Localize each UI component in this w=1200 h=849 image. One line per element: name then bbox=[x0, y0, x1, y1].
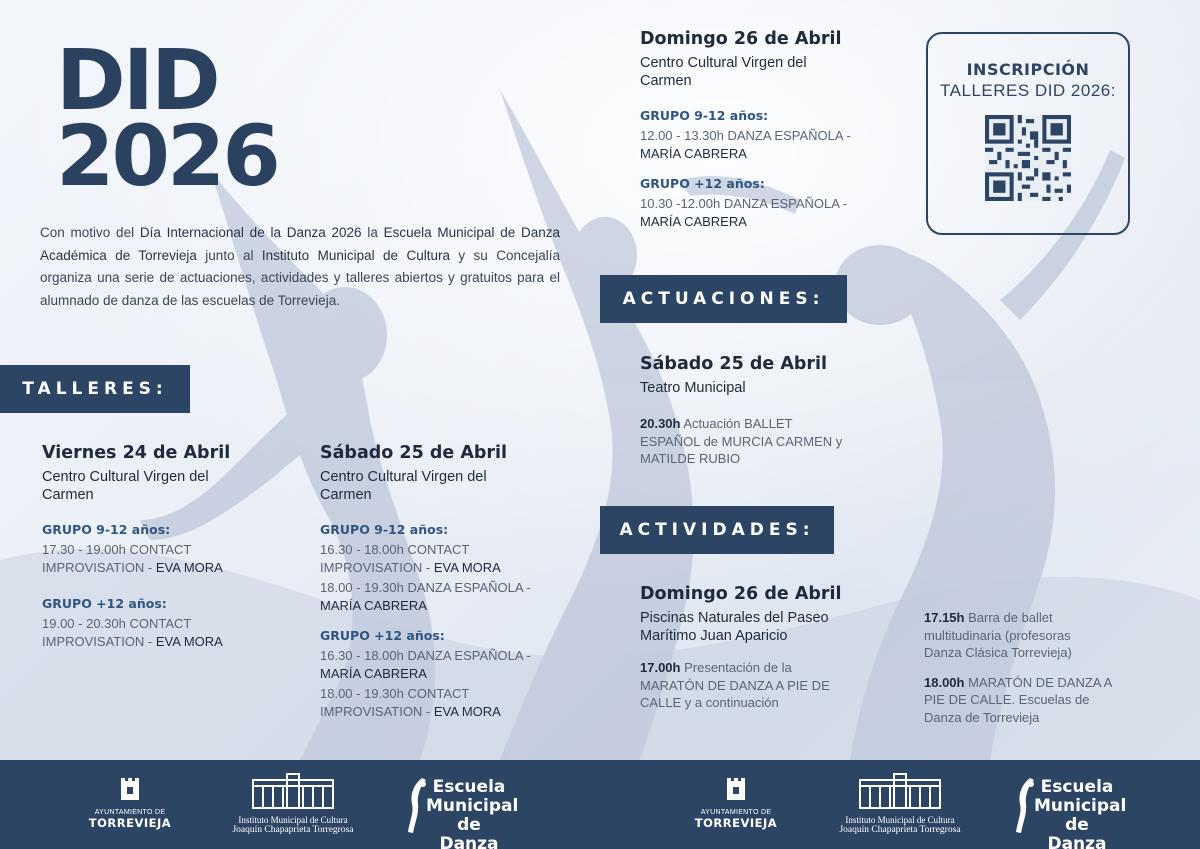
venue-line: Carmen bbox=[42, 487, 94, 503]
day-heading: Domingo 26 de Abril bbox=[640, 584, 842, 604]
event-line: MARATÓN DE DANZA A PIE DE bbox=[640, 677, 830, 693]
event-line: MARATÓN DE DANZA A bbox=[964, 674, 1113, 690]
ayuntamiento-label: AYUNTAMIENTO DE bbox=[94, 809, 166, 816]
instituto-line-1: Instituto Municipal de Cultura bbox=[845, 815, 955, 825]
group-label: GRUPO +12 años: bbox=[320, 628, 445, 643]
venue-line: Piscinas Naturales del Paseo bbox=[640, 610, 829, 626]
instituto-line-2: Joaquín Chapaprieta Torregrosa bbox=[232, 825, 354, 835]
escuela-logo-text bbox=[426, 777, 519, 849]
session-line: 12.00 - 13.30h DANZA ESPAÑOLA - bbox=[640, 128, 851, 143]
qr-code-icon[interactable] bbox=[985, 115, 1071, 201]
day-heading: Sábado 25 de Abril bbox=[640, 354, 828, 374]
event-line: Danza Clásica Torrevieja) bbox=[924, 645, 1072, 660]
title-line-1: DID bbox=[56, 31, 218, 129]
event-line: Actuación BALLET bbox=[680, 416, 793, 431]
session-line: IMPROVISATION - bbox=[320, 559, 434, 575]
building-icon bbox=[858, 772, 942, 810]
ayuntamiento-label: AYUNTAMIENTO DE bbox=[700, 809, 772, 816]
venue bbox=[640, 54, 900, 90]
event-line: Barra de ballet bbox=[964, 610, 1053, 625]
torrevieja-label: TORREVIEJA bbox=[88, 816, 172, 830]
session-line: 17.30 - 19.00h CONTACT bbox=[42, 542, 192, 557]
inscripcion-box bbox=[926, 32, 1130, 235]
instructor: MARÍA CABRERA bbox=[320, 665, 427, 681]
escuela-line: Escuela bbox=[1040, 777, 1114, 797]
event-item bbox=[640, 415, 880, 468]
instructor: EVA MORA bbox=[155, 633, 223, 649]
inscripcion-subtitle: TALLERES DID 2026: bbox=[940, 81, 1116, 100]
actuaciones-heading: ACTUACIONES: bbox=[600, 275, 847, 323]
event-item bbox=[924, 609, 1134, 662]
instructor: MARÍA CABRERA bbox=[640, 145, 747, 161]
venue-line: Carmen bbox=[640, 73, 692, 89]
title-line-2: 2026 bbox=[56, 107, 278, 205]
instructor: MARÍA CABRERA bbox=[320, 597, 427, 613]
building-icon bbox=[251, 772, 335, 810]
event-item bbox=[924, 674, 1134, 727]
venue-line: Carmen bbox=[320, 487, 372, 503]
talleres-heading: TALLERES: bbox=[0, 365, 190, 413]
intro-highlight: Instituto Municipal de Cultura bbox=[261, 247, 450, 263]
group-label: GRUPO 9-12 años: bbox=[640, 108, 769, 123]
ayuntamiento-logo bbox=[686, 774, 786, 830]
escuela-line: de Danza bbox=[439, 815, 499, 849]
session-line: IMPROVISATION - bbox=[42, 559, 156, 575]
escuela-line: Municipal bbox=[426, 796, 519, 816]
inscripcion-title: INSCRIPCIÓN bbox=[966, 60, 1090, 79]
event-line: multitudinaria (profesoras bbox=[924, 627, 1071, 643]
group-label: GRUPO 9-12 años: bbox=[320, 522, 449, 537]
instituto-line-1: Instituto Municipal de Cultura bbox=[238, 815, 348, 825]
session-line: 16.30 - 18.00h DANZA ESPAÑOLA - bbox=[320, 648, 531, 663]
session-line: 19.00 - 20.30h CONTACT bbox=[42, 616, 192, 631]
event-line: Presentación de la bbox=[680, 660, 792, 675]
actividad-domingo bbox=[640, 584, 880, 712]
intro-paragraph bbox=[40, 222, 560, 312]
group-label: GRUPO +12 años: bbox=[640, 176, 765, 191]
ayuntamiento-logo bbox=[80, 774, 180, 830]
tower-icon bbox=[115, 774, 145, 804]
escuela-line: Escuela bbox=[432, 777, 506, 797]
intro-highlight: Escuela Municipal de Danza Académica de Torrevieja bbox=[40, 225, 560, 263]
actividades-heading: ACTIVIDADES: bbox=[600, 506, 834, 554]
venue bbox=[320, 468, 580, 504]
session-line: 10.30 -12.00h DANZA ESPAÑOLA - bbox=[640, 196, 848, 211]
event-line: Danza de Torrevieja bbox=[924, 709, 1040, 725]
venue bbox=[640, 609, 880, 645]
tower-icon bbox=[721, 774, 751, 804]
event-line: MATILDE RUBIO bbox=[640, 451, 741, 466]
session-item bbox=[42, 615, 292, 650]
instructor: EVA MORA bbox=[433, 703, 501, 719]
day-heading: Sábado 25 de Abril bbox=[320, 443, 508, 463]
session-line: IMPROVISATION - bbox=[42, 633, 156, 649]
instructor: EVA MORA bbox=[155, 559, 223, 575]
day-heading: Domingo 26 de Abril bbox=[640, 29, 842, 49]
session-item bbox=[42, 541, 292, 576]
venue-line: Centro Cultural Virgen del bbox=[320, 469, 487, 485]
escuela-line: de Danza bbox=[1047, 815, 1107, 849]
session-item bbox=[320, 647, 580, 682]
session-item bbox=[320, 579, 580, 614]
instituto-line-2: Joaquín Chapaprieta Torregrosa bbox=[839, 825, 961, 835]
event-line: CALLE y a continuación bbox=[640, 695, 779, 710]
instituto-logo bbox=[825, 772, 975, 835]
instructor: MARÍA CABRERA bbox=[640, 213, 747, 229]
session-line: 18.00 - 19.30h CONTACT bbox=[320, 686, 470, 701]
session-line: 16.30 - 18.00h CONTACT bbox=[320, 542, 470, 557]
group-label: GRUPO +12 años: bbox=[42, 596, 167, 611]
escuela-line: Municipal bbox=[1034, 796, 1127, 816]
venue-line: Centro Cultural Virgen del bbox=[640, 55, 807, 71]
torrevieja-label: TORREVIEJA bbox=[694, 816, 778, 830]
session-line: 18.00 - 19.30h DANZA ESPAÑOLA - bbox=[320, 580, 531, 595]
instituto-logo bbox=[218, 772, 368, 835]
taller-domingo bbox=[640, 29, 900, 230]
session-line: IMPROVISATION - bbox=[320, 703, 434, 719]
footer-logos bbox=[0, 760, 1200, 849]
event-time: 17.15h bbox=[924, 610, 965, 625]
page-title bbox=[56, 31, 278, 205]
intro-text: y su Concejalía organiza una serie de actuaciones, actividades y talleres abiertos y gratuitos para el alumnado de danza de las escuelas de Torrevieja. bbox=[40, 247, 560, 308]
session-item bbox=[320, 685, 580, 720]
session-item bbox=[320, 541, 580, 576]
venue-line: Marítimo Juan Aparicio bbox=[640, 628, 788, 644]
venue-line: Centro Cultural Virgen del bbox=[42, 469, 209, 485]
venue bbox=[42, 468, 292, 504]
event-time: 18.00h bbox=[924, 674, 965, 690]
event-line: ESPAÑOL de MURCIA CARMEN y bbox=[640, 433, 843, 449]
day-heading: Viernes 24 de Abril bbox=[42, 443, 231, 463]
group-label: GRUPO 9-12 años: bbox=[42, 522, 171, 537]
intro-highlight: Día Internacional de la Danza 2026 bbox=[139, 225, 362, 240]
event-item bbox=[640, 659, 880, 712]
intro-text: Con motivo del bbox=[40, 225, 140, 240]
event-time: 17.00h bbox=[640, 660, 681, 675]
instructor: EVA MORA bbox=[433, 559, 501, 575]
actuacion-sabado bbox=[640, 354, 880, 468]
actividad-column-2 bbox=[924, 609, 1134, 726]
event-time: 20.30h bbox=[640, 416, 681, 431]
taller-sabado bbox=[320, 443, 580, 720]
event-line: PIE DE CALLE. Escuelas de bbox=[924, 692, 1090, 707]
escuela-logo-text bbox=[1034, 777, 1127, 849]
venue: Teatro Municipal bbox=[640, 380, 746, 396]
session-item bbox=[640, 127, 900, 162]
intro-text: la bbox=[361, 225, 384, 240]
session-item bbox=[640, 195, 900, 230]
intro-text: junto al bbox=[196, 247, 262, 263]
taller-viernes bbox=[42, 443, 292, 650]
